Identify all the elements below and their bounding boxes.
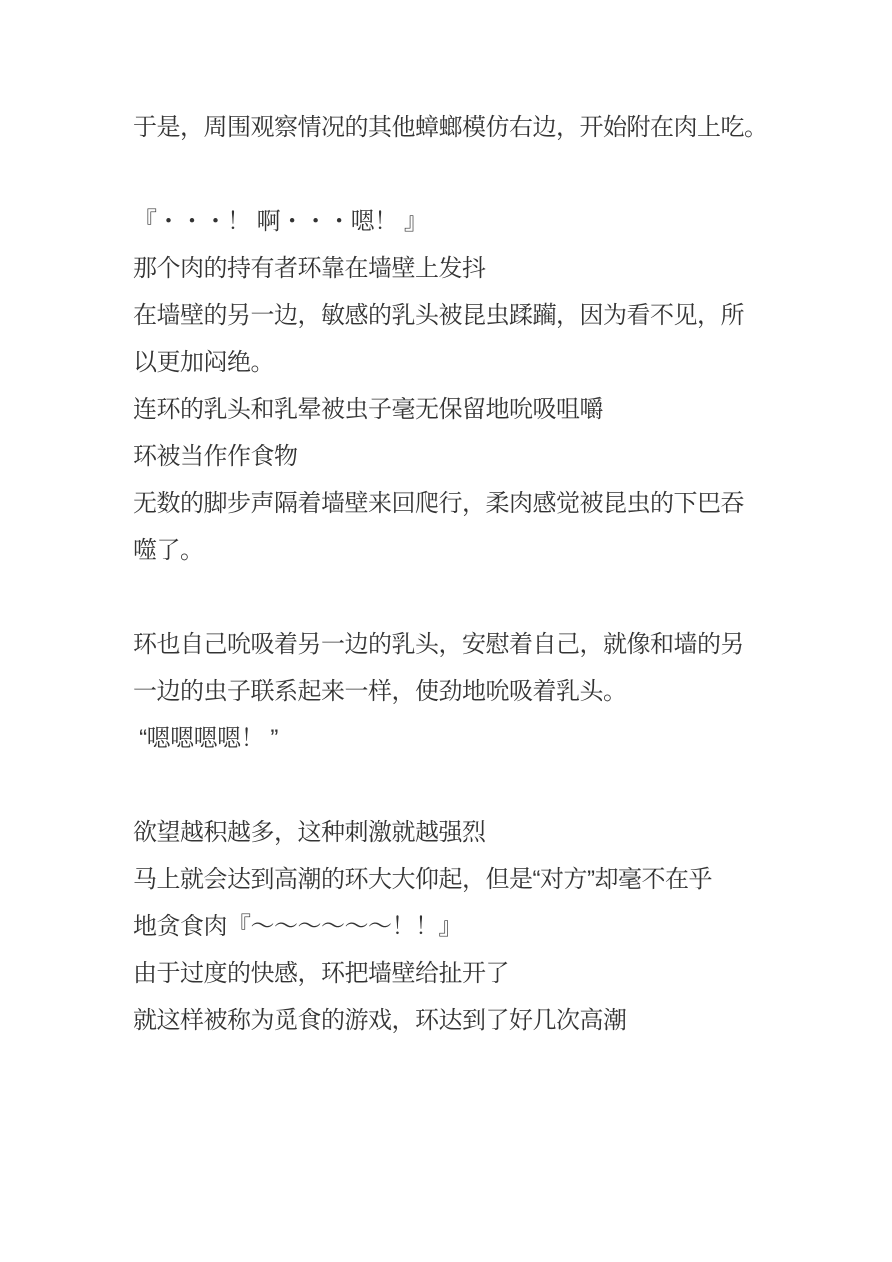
text-line: 一边的虫子联系起来一样，使劲地吮吸着乳头。 (133, 678, 627, 705)
text-line: 连环的乳头和乳晕被虫子毫无保留地吮吸咀嚼 (133, 396, 603, 423)
paragraph (133, 104, 782, 151)
text-line: 于是，周围观察情况的其他蟑螂模仿右边，开始附在肉上吃。 (133, 114, 768, 141)
text-line: 以更加闷绝。 (133, 349, 274, 376)
text-line: 环也自己吮吸着另一边的乳头，安慰着自己，就像和墙的另 (133, 631, 744, 658)
paragraph (133, 621, 782, 762)
text-line: 无数的脚步声隔着墙壁来回爬行，柔肉感觉被昆虫的下巴吞 (133, 490, 744, 517)
text-line: “嗯嗯嗯嗯！ ” (133, 725, 278, 752)
paragraph (133, 809, 782, 1044)
text-line: 噬了。 (133, 537, 204, 564)
text-line: 『・・・！ 啊・・・嗯！ 』 (133, 208, 428, 235)
text-line: 欲望越积越多，这种刺激就越强烈 (133, 819, 486, 846)
text-line: 地贪食肉『～～～～～～！！』 (133, 913, 462, 940)
text-line: 就这样被称为觅食的游戏，环达到了好几次高潮 (133, 1007, 627, 1034)
paragraph (133, 198, 782, 574)
text-line: 在墙壁的另一边，敏感的乳头被昆虫蹂躏，因为看不见，所 (133, 302, 744, 329)
text-line: 由于过度的快感，环把墙壁给扯开了 (133, 960, 509, 987)
text-line: 环被当作作食物 (133, 443, 298, 470)
text-line: 马上就会达到高潮的环大大仰起，但是“对方”却毫不在乎 (133, 866, 712, 893)
text-line: 那个肉的持有者环靠在墙壁上发抖 (133, 255, 486, 282)
